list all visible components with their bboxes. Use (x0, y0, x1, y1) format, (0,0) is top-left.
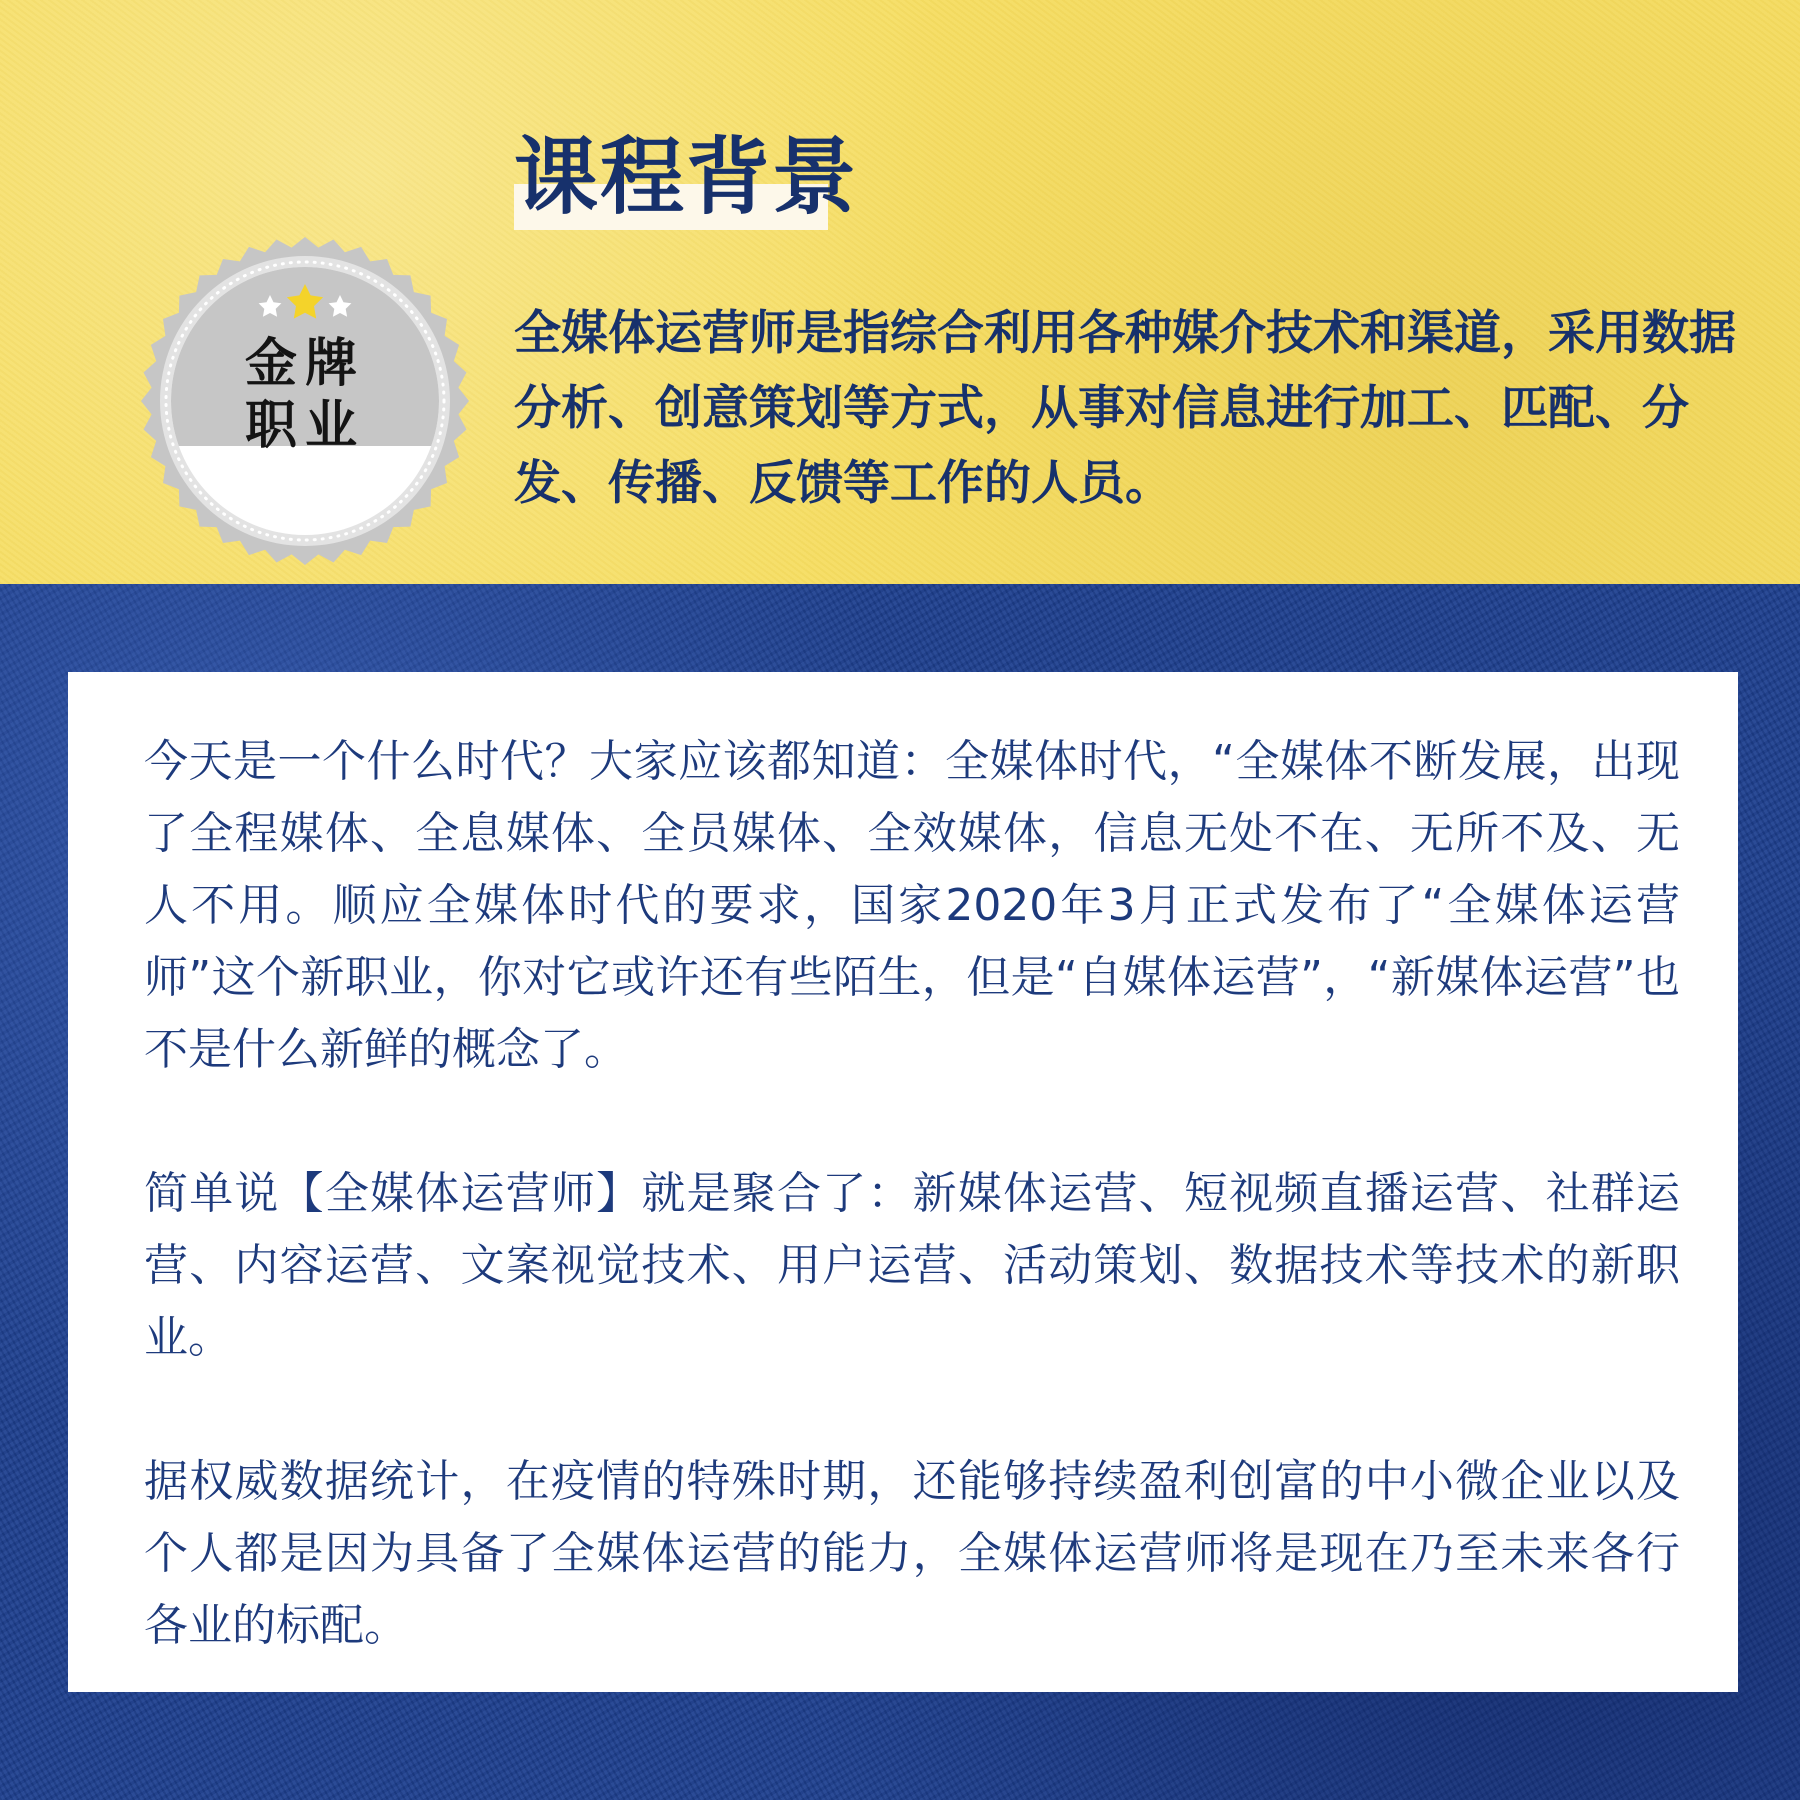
page-title: 课程背景 (514, 128, 859, 226)
intro-text: 全媒体运营师是指综合利用各种媒介技术和渠道，采用数据分析、创意策划等方式，从事对信息进行加工、匹配、分发、传播、反馈等工作的人员。 (514, 306, 1736, 511)
badge-label-line1: 金牌 (244, 334, 365, 394)
seal-badge-icon (140, 236, 470, 566)
paragraph-1: 今天是一个什么时代？大家应该都知道：全媒体时代，“全媒体不断发展，出现了全程媒体、全息媒体、全员媒体、全效媒体，信息无处不在、无所不及、无人不用。顺应全媒体时代的要求，国家2020年3月正式发布了“全媒体运营师”这个新职业，你对它或许还有些陌生，但是“自媒体运营”，“新媒体运营”也不是什么新鲜的概念了。 (144, 736, 1680, 1075)
content-card (68, 672, 1738, 1692)
title-block (514, 128, 858, 230)
paragraph-3: 据权威数据统计，在疫情的特殊时期，还能够持续盈利创富的中小微企业以及个人都是因为具备了全媒体运营的能力，全媒体运营师将是现在乃至未来各行各业的标配。 (144, 1456, 1680, 1651)
badge-label-line2: 职业 (244, 396, 365, 456)
paragraph-2: 简单说【全媒体运营师】就是聚合了：新媒体运营、短视频直播运营、社群运营、内容运营、文案视觉技术、用户运营、活动策划、数据技术等技术的新职业。 (144, 1168, 1680, 1363)
